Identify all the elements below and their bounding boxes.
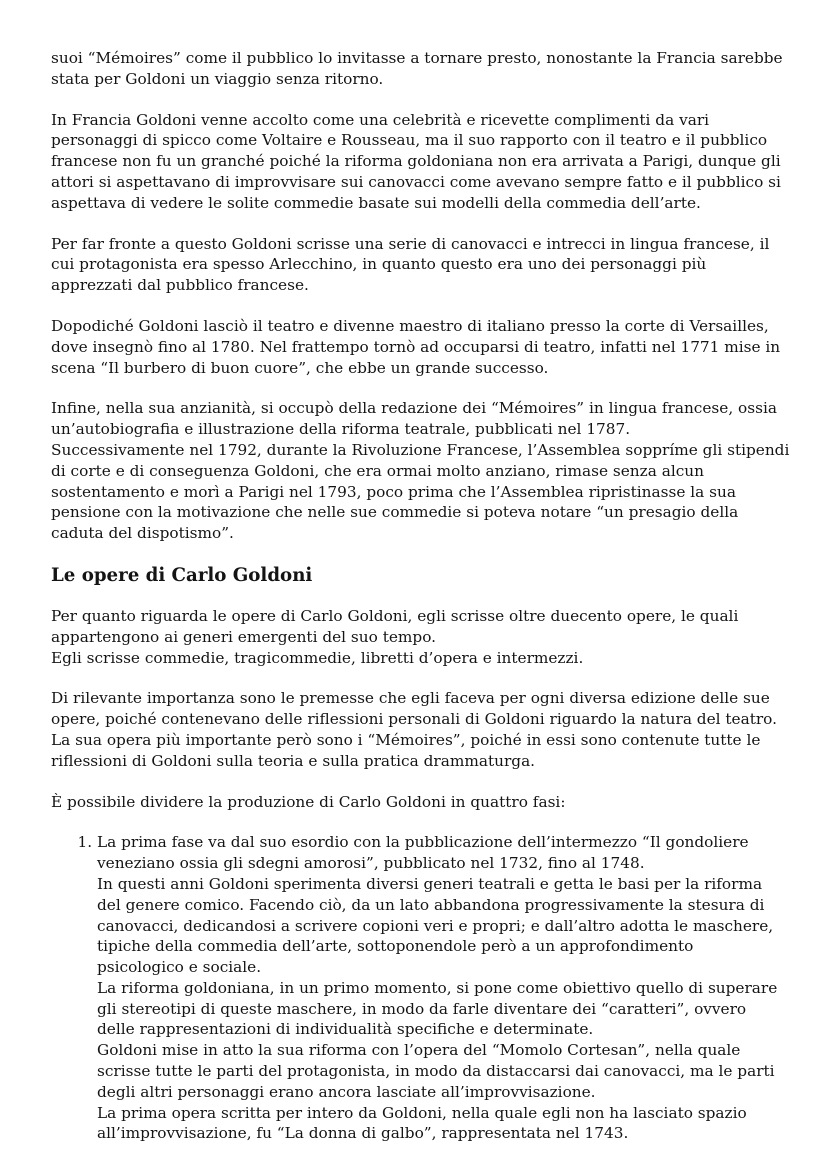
paragraph-canovacci-francesi: Per far fronte a questo Goldoni scrisse una serie di canovacci e intrecci in lingua francese, il cui protagonista era spesso Arlecchino, in quanto questo era uno dei personaggi più apprezzati dal pubblico francese. [51, 234, 770, 295]
paragraph-premesse-memoires: Di rilevante importanza sono le premesse che egli faceva per ogni diversa edizione delle sue opere, poiché contenevano delle riflessioni personali di Goldoni riguardo la natura del teatro. La sua opera più importante però sono i “Mémoires”, poiché in essi sono contenute tutte le riflessioni di Goldoni sulla teoria e sulla pratica drammaturga. [51, 689, 777, 770]
phases-list [51, 832, 791, 1144]
list-item-prima-fase: 1. La prima fase va dal suo esordio con la pubblicazione dell’intermezzo “Il gondoliere veneziano ossia gli sdegni amorosi”, pubblicato nel 1732, fino al 1748. In questi anni Goldoni sperimenta diversi generi teatrali e getta le basi per la riforma del genere comico. Facendo ciò, da un lato abbandona progressivamente la stesura di canovacci, dedicandosi a scrivere copioni veri e propri; e dall’altro adotta le maschere, tipiche della commedia dell’arte, sottoponendole però a un approfondimento psicologico e sociale. La riforma goldoniana, in un primo momento, si pone come obiettivo quello di superare gli stereotipi di queste maschere, in modo da farle diventare dei “caratteri”, ovvero delle rappresentazioni di individualità specifiche e determinate. Goldoni mise in atto la sua riforma con l’opera del “Momolo Cortesan”, nella quale scrisse tutte le parti del protagonista, in modo da distaccarsi dai canovacci, ma le parti degli altri personaggi erano ancora lasciate all’improvvisazione. La prima opera scritta per intero da Goldoni, nella quale egli non ha lasciato spazio all’improvvisazione, fu “La donna di galbo”, rappresentata nel 1743. [97, 832, 791, 1144]
paragraph-anzianita-e-morte: Infine, nella sua anzianità, si occupò della redazione dei “Mémoires” in lingua francese, ossia un’autobiografia e illustrazione della riforma teatrale, pubblicati nel 1787. Successivamente nel 1792, durante la Rivoluzione Francese, l’Assemblea soppríme gli stipendi di corte e di conseguenza Goldoni, che era ormai molto anziano, rimase senza alcun sostentamento e morì a Parigi nel 1793, poco prima che l’Assemblea ripristinasse la sua pensione con la motivazione che nelle sue commedie si poteva notare “un presagio della caduta del dispotismo”. [51, 399, 790, 543]
section-heading-opere: Le opere di Carlo Goldoni [51, 564, 313, 586]
paragraph-opere-generi: Per quanto riguarda le opere di Carlo Goldoni, egli scrisse oltre duecento opere, le quali appartengono ai generi emergenti del suo tempo. Egli scrisse commedie, tragicommedie, libretti d’opera e intermezzi. [51, 606, 739, 667]
document-page [51, 48, 791, 1144]
paragraph-goldoni-in-francia: In Francia Goldoni venne accolto come una celebrità e ricevette complimenti da vari personaggi di spicco come Voltaire e Rousseau, ma il suo rapporto con il teatro e il pubblico francese non fu un granché poiché la riforma goldoniana non era arrivata a Parigi, dunque gli attori si aspettavano di improvvisare sui canovacci come avevano sempre fatto e il pubblico si aspettava di vedere le solite commedie basate sui modelli della commedia dell’arte. [51, 110, 781, 212]
paragraph-versailles: Dopodiché Goldoni lasciò il teatro e divenne maestro di italiano presso la corte di Versailles, dove insegnò fino al 1780. Nel frattempo tornò ad occuparsi di teatro, infatti nel 1771 mise in scena “Il burbero di buon cuore”, che ebbe un grande successo. [51, 316, 781, 377]
paragraph-memoires-continued: suoi “Mémoires” come il pubblico lo invitasse a tornare presto, nonostante la Francia sarebbe stata per Goldoni un viaggio senza ritorno. [51, 49, 783, 88]
paragraph-quattro-fasi-intro: È possibile dividere la produzione di Carlo Goldoni in quattro fasi: [51, 792, 566, 811]
